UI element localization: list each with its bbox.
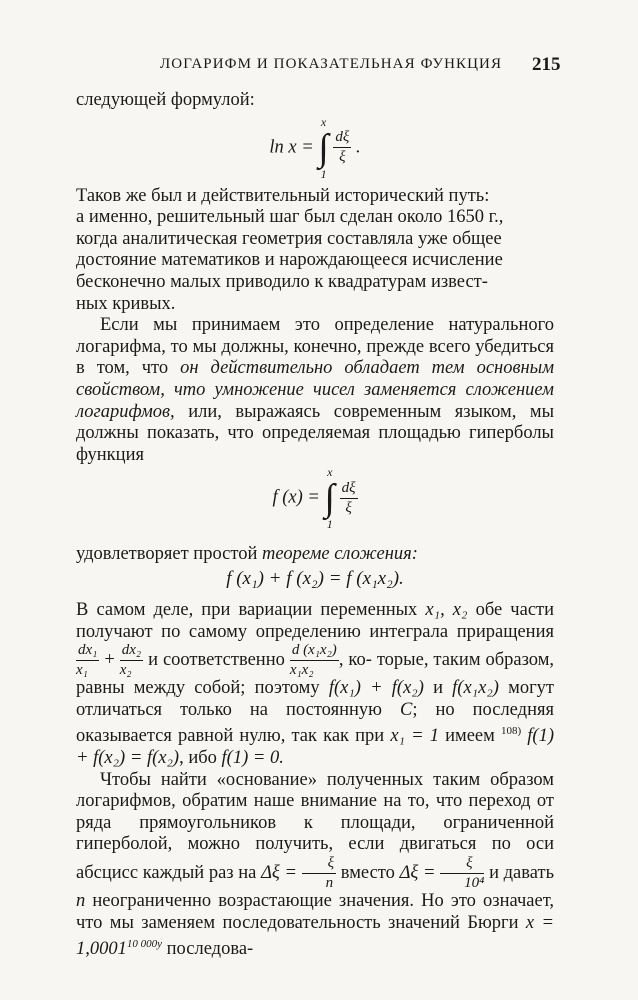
page-body	[76, 90, 554, 961]
footnote-ref: 108)	[500, 725, 522, 738]
formula-ln-integral: ln x = x ∫ 1 $\frac{d\xi}{\xi}$ .	[269, 114, 361, 181]
paragraph-definition: Если мы принимаем это определение натурального логарифма, то мы должны, конечно, прежде всего убедиться в том, что он действительно обладает тем основным свойством, что умножение чисел заменяется сложением логарифмов, или, выражаясь современным языком, мы должны показать, что определяемая площадью гиперболы функция	[76, 315, 555, 465]
header-title: ЛОГАРИФМ И ПОКАЗАТЕЛЬНАЯ ФУНКЦИЯ	[160, 56, 503, 72]
fraction-dx1: $\frac{\text{dx₁}}{\text{x₁}}$	[76, 642, 98, 679]
fraction-xi-104: $\frac{\xi}{\text{10⁴}}$	[440, 856, 484, 891]
paragraph-variation: В самом деле, при вариации переменных x₁, x₂ обе части получают по самому определению интеграла приращения $\frac{\text{dx₁}}{\text{x₁}}$ + $\frac{\text{dx₂}}{\text{x₂}}$ и соответственно $\frac{\text{d (x₁x₂)}}{\text{x₁x₂}}$ , ко- торые, таким образом, равны между собой; поэтому f(x₁) + f(x₂) и f(x₁x₂) могут отличаться только на постоянную C; но последняя оказывается равной нулю, так как при x₁ = 1 имеем $^{108)}$ f(1) + f(x₂) = f(x₂), ибо f(1) = 0.	[76, 599, 555, 769]
paragraph-base: Чтобы найти «основание» полученных таким образом логарифмов, обратим наше внимание на то, что переход от ряда прямоугольников к площади, ограниченной гиперболой, можно получить, если двигаться по оси абсцисс каждый раз на Δξ = $\frac{\xi}{n}$ вместо Δξ = $\frac{\xi}{\text{10⁴}}$ и давать n неограниченно возрастающие значения. Но это означает, что мы заменяем последовательность значений Бюрги $x = 1,0001^{10 000y}$ последова-	[76, 769, 555, 960]
intro-line: следующей формулой:	[76, 90, 255, 110]
addition-theorem-line: удовлетворяет простой теореме сложения:	[76, 544, 418, 565]
formula-f-integral: f (x) = x ∫ 1 $\frac{d\xi}{\xi}$	[272, 465, 356, 532]
fraction-dx2: $\frac{\text{dx₂}}{\text{x₂}}$	[119, 642, 142, 679]
fraction-xi-n: $\frac{\xi}{n}$	[302, 856, 336, 891]
paragraph-history: Таков же был и действительный исторический путь: а именно, решительный шаг был сделан около 1650 г., когда аналитическая геометрия составляла уже общее достояние математиков и нарождающееся исчисление бесконечно малых приводило к квадратурам извест- ных кривых.	[76, 185, 504, 314]
running-header	[0, 54, 638, 78]
fraction-dxi-xi-2: $\frac{d\xi}{\xi}$	[341, 479, 356, 516]
integral-sign-2: x ∫ 1	[324, 465, 335, 532]
formula-addition: f (x₁) + f (x₂) = f (x₁x₂).	[226, 567, 404, 589]
fraction-dx1x2: $\frac{\text{d (x₁x₂)}}{\text{x₁x₂}}$	[289, 642, 337, 679]
fraction-dxi-xi: $\frac{d\xi}{\xi}$	[335, 129, 350, 166]
page-number: 215	[532, 54, 561, 75]
integral-sign: x ∫ 1	[318, 114, 329, 181]
